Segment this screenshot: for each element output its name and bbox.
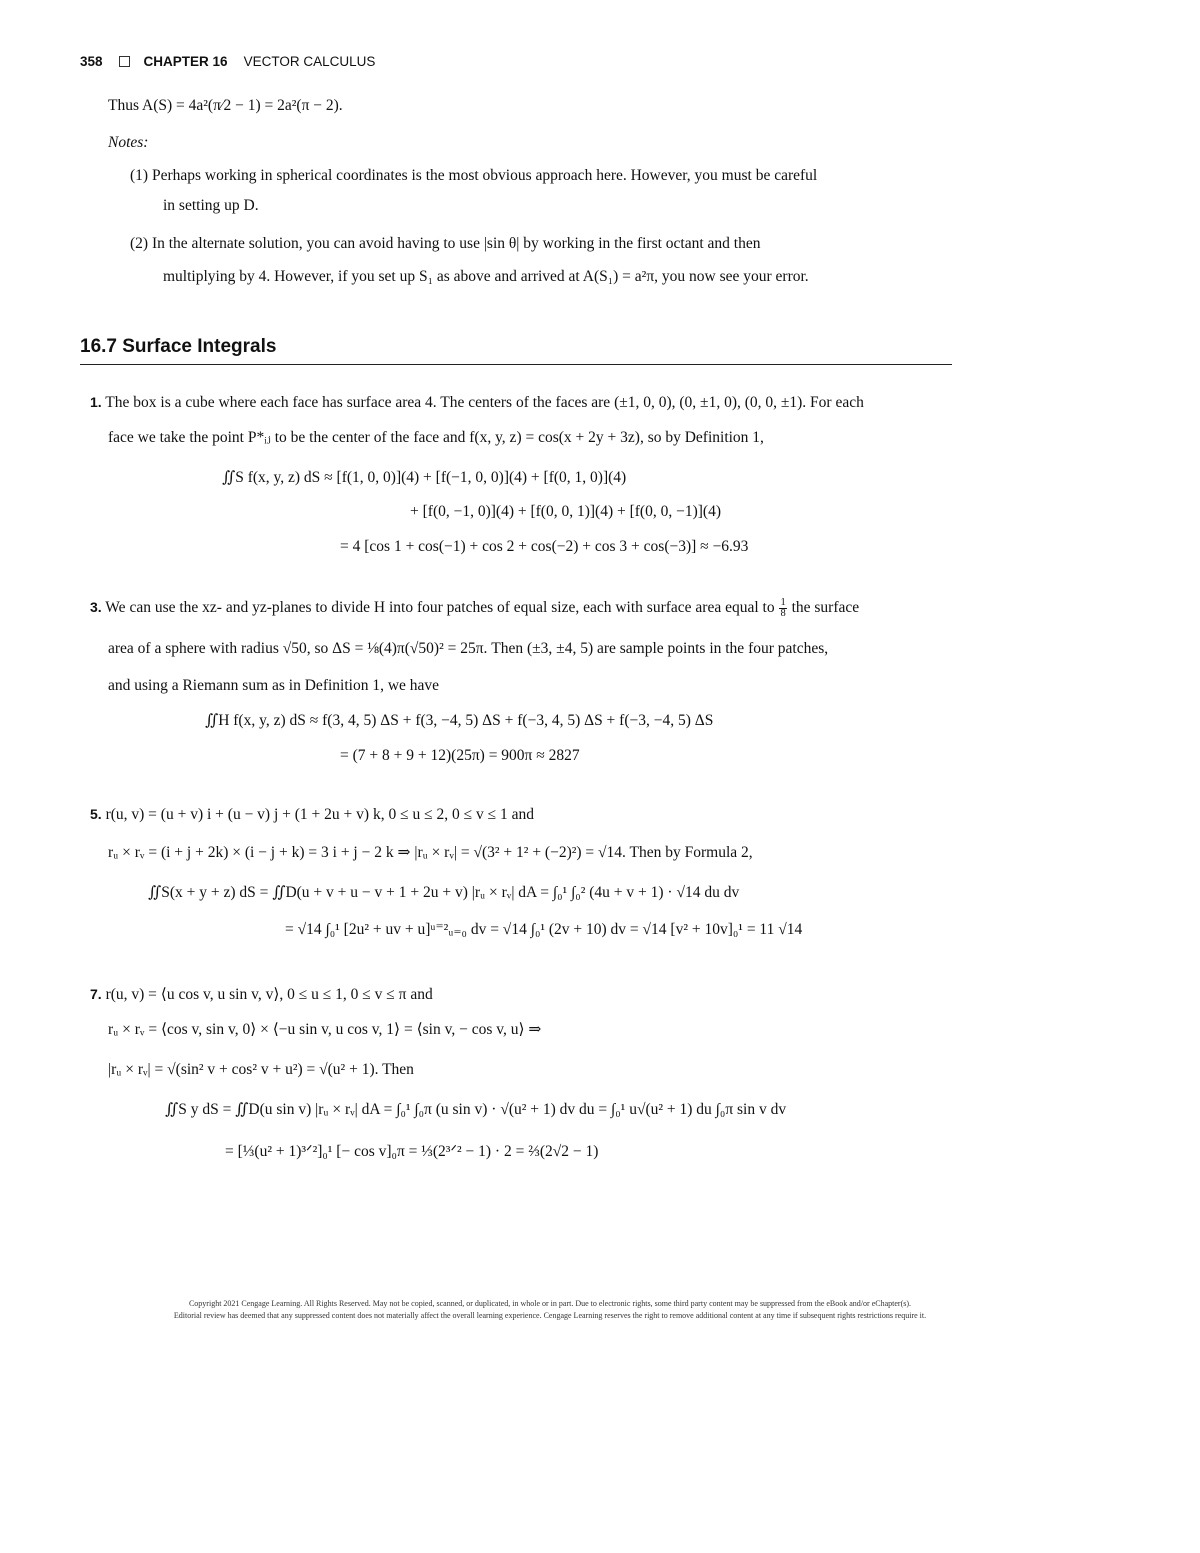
problem-5-text-1: r(u, v) = (u + v) i + (u − v) j + (1 + 2u + v) k, 0 ≤ u ≤ 2, 0 ≤ v ≤ 1 and [105, 806, 534, 823]
section-divider [80, 364, 952, 365]
copyright-line-1: Copyright 2021 Cengage Learning. All Rights Reserved. May not be copied, scanned, or duplicated, in whole or in part. Due to electronic rights, some third party content may be suppressed from the eBook and/or eChapter(s). [188, 1299, 912, 1308]
thus-line: Thus A(S) = 4a²(π⁄2 − 1) = 2a²(π − 2). [108, 97, 343, 114]
problem-5-line-1 [90, 804, 534, 825]
notes-label: Notes: [108, 134, 149, 151]
page-number: 358 [80, 54, 103, 69]
problem-5-eq-2: = √14 ∫₀¹ [2u² + uv + u]ᵘ⁼²ᵤ₌₀ dv = √14 ∫₀¹ (2v + 10) dv = √14 [v² + 10v]₀¹ = 11 √14 [285, 921, 803, 938]
problem-5-number: 5. [90, 806, 102, 822]
problem-1-line-1 [90, 392, 864, 413]
problem-7-eq-2: = [⅓(u² + 1)³ᐟ²]₀¹ [− cos v]₀π = ⅓(2³ᐟ² − 1) · 2 = ⅔(2√2 − 1) [225, 1143, 599, 1160]
problem-7-line-1 [90, 984, 433, 1005]
problem-3-text-1b: the surface [791, 599, 860, 616]
note-1-line-2: in setting up D. [163, 197, 259, 214]
fraction-numerator: 1 [780, 596, 786, 608]
problem-7-line-3: |rᵤ × rᵥ| = √(sin² v + cos² v + u²) = √(u² + 1). Then [108, 1061, 414, 1078]
problem-1-text-1: The box is a cube where each face has surface area 4. The centers of the faces are (±1, 0, 0), (0, ±1, 0), (0, 0, ±1). For each [105, 394, 864, 411]
problem-3-eq-2: = (7 + 8 + 9 + 12)(25π) = 900π ≈ 2827 [340, 747, 580, 764]
one-eighth-fraction [779, 598, 786, 619]
problem-5-eq-1: ∬S(x + y + z) dS = ∬D(u + v + u − v + 1 + 2u + v) |rᵤ × rᵥ| dA = ∫₀¹ ∫₀² (4u + v + 1) · √14 du dv [148, 884, 740, 901]
running-header [80, 54, 375, 69]
problem-1-eq-1: ∬S f(x, y, z) dS ≈ [f(1, 0, 0)](4) + [f(−1, 0, 0)](4) + [f(0, 1, 0)](4) [222, 469, 627, 486]
problem-7-line-2: rᵤ × rᵥ = ⟨cos v, sin v, 0⟩ × ⟨−u sin v, u cos v, 1⟩ = ⟨sin v, − cos v, u⟩ ⇒ [108, 1021, 542, 1038]
problem-3-line-2: area of a sphere with radius √50, so ΔS = ⅛(4)π(√50)² = 25π. Then (±3, ±4, 5) are sample points in the four patches, [108, 640, 829, 657]
problem-1-number: 1. [90, 394, 102, 410]
problem-7-text-1: r(u, v) = ⟨u cos v, u sin v, v⟩, 0 ≤ u ≤ 1, 0 ≤ v ≤ π and [105, 986, 433, 1003]
section-title: 16.7 Surface Integrals [80, 336, 277, 357]
problem-3-line-3: and using a Riemann sum as in Definition 1, we have [108, 677, 440, 694]
fraction-denominator: 8 [780, 607, 786, 619]
problem-7-eq-1: ∬S y dS = ∬D(u sin v) |rᵤ × rᵥ| dA = ∫₀¹ ∫₀π (u sin v) · √(u² + 1) dv du = ∫₀¹ u√(u² + 1) du ∫₀π sin v dv [165, 1101, 787, 1118]
problem-1-eq-2: + [f(0, −1, 0)](4) + [f(0, 0, 1)](4) + [f(0, 0, −1)](4) [410, 503, 721, 520]
copyright-line-2: Editorial review has deemed that any suppressed content does not materially affect the overall learning experience. Cengage Learning reserves the right to remove additional content at any time if subsequent rights restrictions require it. [173, 1311, 927, 1320]
copyright-footer [0, 1298, 1100, 1322]
square-icon [119, 56, 130, 67]
chapter-label: CHAPTER 16 [143, 54, 228, 69]
note-2-line-2: multiplying by 4. However, if you set up S₁ as above and arrived at A(S₁) = a²π, you now see your error. [163, 268, 809, 285]
problem-7-number: 7. [90, 986, 102, 1002]
note-1-line-1: (1) Perhaps working in spherical coordinates is the most obvious approach here. However, you must be careful [130, 167, 818, 184]
problem-3-number: 3. [90, 599, 102, 615]
problem-1-eq-3: = 4 [cos 1 + cos(−1) + cos 2 + cos(−2) + cos 3 + cos(−3)] ≈ −6.93 [340, 538, 749, 555]
problem-3-eq-1: ∬H f(x, y, z) dS ≈ f(3, 4, 5) ΔS + f(3, −4, 5) ΔS + f(−3, 4, 5) ΔS + f(−3, −4, 5) ΔS [205, 712, 714, 729]
problem-5-line-2: rᵤ × rᵥ = (i + j + 2k) × (i − j + k) = 3 i + j − 2 k ⇒ |rᵤ × rᵥ| = √(3² + 1² + (−2)²) = √14. Then by Formula 2, [108, 844, 753, 861]
problem-3-line-1 [90, 597, 859, 619]
problem-1-line-2: face we take the point P*ᵢⱼ to be the center of the face and f(x, y, z) = cos(x + 2y + 3z), so by Definition 1, [108, 429, 764, 446]
note-2-line-1: (2) In the alternate solution, you can avoid having to use |sin θ| by working in the first octant and then [130, 235, 761, 252]
chapter-title: VECTOR CALCULUS [243, 54, 376, 69]
problem-3-text-1a: We can use the xz- and yz-planes to divide H into four patches of equal size, each with surface area equal to [105, 599, 775, 616]
